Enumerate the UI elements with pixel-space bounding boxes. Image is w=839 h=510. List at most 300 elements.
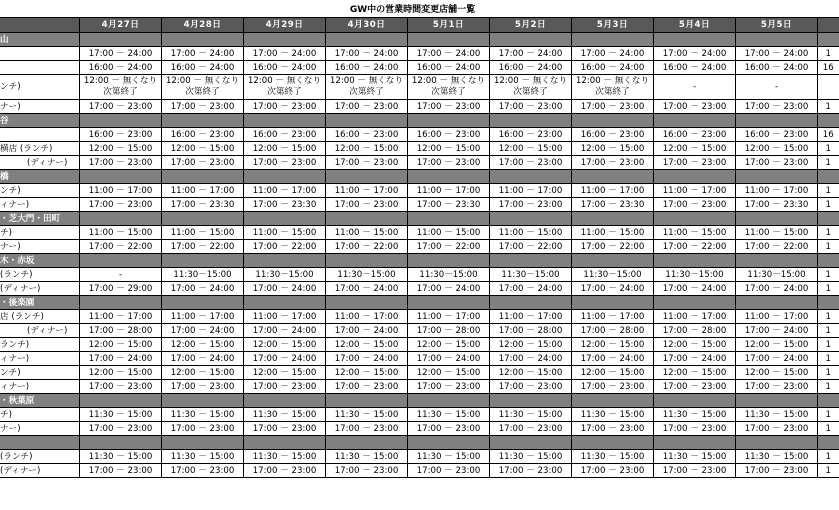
hours-cell: 12:00 － 15:00 bbox=[326, 338, 408, 352]
hours-cell: 17:00 － 23:00 bbox=[326, 422, 408, 436]
hours-cell: - bbox=[736, 75, 818, 100]
hours-cell: 17:00 － 24:00 bbox=[736, 352, 818, 366]
hours-cell: 17:00 － 24:00 bbox=[654, 47, 736, 61]
section-fill-cell bbox=[654, 114, 736, 128]
section-label: ・後楽園 bbox=[0, 296, 80, 310]
hours-cell: 17:00 － 22:00 bbox=[162, 240, 244, 254]
hours-cell: 17:00 － 24:00 bbox=[572, 352, 654, 366]
section-fill-cell bbox=[244, 436, 326, 450]
hours-cell: 11:30－15:00 bbox=[408, 268, 490, 282]
shop-label-cell bbox=[0, 128, 80, 142]
schedule-row bbox=[0, 408, 839, 422]
hours-cell: 16:00 － 23:00 bbox=[80, 128, 162, 142]
section-label: ・秋葉原 bbox=[0, 394, 80, 408]
hours-cell: 11:30 － 15:00 bbox=[654, 450, 736, 464]
hours-cell: 17:00 － 24:00 bbox=[244, 47, 326, 61]
shop-label-cell: (ランチ) bbox=[0, 268, 80, 282]
hours-cell: 17:00 － 23:30 bbox=[736, 198, 818, 212]
hours-cell: 1 bbox=[818, 100, 839, 114]
shop-label-cell: チ) bbox=[0, 226, 80, 240]
hours-cell: 16:00 － 23:00 bbox=[162, 128, 244, 142]
hours-cell: 17:00 － 24:00 bbox=[572, 282, 654, 296]
hours-cell: 17:00 － 23:30 bbox=[572, 198, 654, 212]
hours-cell: 17:00 － 23:00 bbox=[490, 156, 572, 170]
hours-cell: 17:00 － 23:00 bbox=[572, 100, 654, 114]
hours-cell: 1 bbox=[818, 226, 839, 240]
hours-cell: 17:00 － 23:00 bbox=[572, 156, 654, 170]
section-fill-cell bbox=[818, 394, 839, 408]
hours-cell: 12:00 － 15:00 bbox=[244, 366, 326, 380]
section-fill-cell bbox=[162, 296, 244, 310]
hours-cell: 16:00 － 24:00 bbox=[326, 61, 408, 75]
shop-label-cell: ランチ) bbox=[0, 338, 80, 352]
hours-cell: 11:30 － 15:00 bbox=[736, 450, 818, 464]
section-fill-cell bbox=[408, 254, 490, 268]
hours-cell: 12:00 － 15:00 bbox=[408, 366, 490, 380]
hours-cell: 17:00 － 24:00 bbox=[162, 324, 244, 338]
schedule-row bbox=[0, 184, 839, 198]
section-fill-cell bbox=[736, 114, 818, 128]
section-fill-cell bbox=[80, 254, 162, 268]
hours-cell: 12:00 － 15:00 bbox=[572, 338, 654, 352]
schedule-row bbox=[0, 310, 839, 324]
date-header-cell: 5月4日 bbox=[654, 18, 736, 33]
hours-cell: 1 bbox=[818, 450, 839, 464]
section-fill-cell bbox=[326, 436, 408, 450]
hours-cell: 1 bbox=[818, 352, 839, 366]
schedule-body bbox=[0, 18, 839, 478]
section-fill-cell bbox=[490, 114, 572, 128]
date-header-cell: 4月28日 bbox=[162, 18, 244, 33]
hours-cell: 11:30 － 15:00 bbox=[572, 408, 654, 422]
hours-cell: 1 bbox=[818, 464, 839, 478]
hours-cell: 11:30－15:00 bbox=[162, 268, 244, 282]
schedule-row bbox=[0, 156, 839, 170]
hours-cell: 12:00 － 15:00 bbox=[244, 142, 326, 156]
hours-cell: 1 bbox=[818, 282, 839, 296]
hours-cell: 11:00 － 17:00 bbox=[162, 184, 244, 198]
schedule-row bbox=[0, 366, 839, 380]
section-fill-cell bbox=[326, 212, 408, 226]
hours-cell: 17:00 － 23:00 bbox=[162, 464, 244, 478]
hours-cell: 12:00 － 15:00 bbox=[490, 142, 572, 156]
hours-cell: 17:00 － 23:00 bbox=[490, 422, 572, 436]
hours-cell: 11:30 － 15:00 bbox=[162, 450, 244, 464]
section-fill-cell bbox=[736, 212, 818, 226]
section-fill-cell bbox=[572, 436, 654, 450]
hours-cell: 16:00 － 24:00 bbox=[244, 61, 326, 75]
section-fill-cell bbox=[80, 170, 162, 184]
section-fill-cell bbox=[162, 394, 244, 408]
section-fill-cell bbox=[654, 254, 736, 268]
hours-cell: 17:00 － 23:00 bbox=[490, 198, 572, 212]
hours-cell: 17:00 － 23:00 bbox=[490, 100, 572, 114]
hours-cell: 17:00 － 24:00 bbox=[326, 352, 408, 366]
date-header-cell: 5月5日 bbox=[736, 18, 818, 33]
section-fill-cell bbox=[572, 296, 654, 310]
schedule-row bbox=[0, 61, 839, 75]
hours-cell: 17:00 － 23:00 bbox=[326, 464, 408, 478]
hours-cell: 12:00 － 無くなり次第終了 bbox=[162, 75, 244, 100]
hours-cell: 17:00 － 23:00 bbox=[244, 422, 326, 436]
section-fill-cell bbox=[162, 114, 244, 128]
section-label: 橋 bbox=[0, 170, 80, 184]
hours-cell: 11:30 － 15:00 bbox=[244, 408, 326, 422]
hours-cell: 12:00 － 15:00 bbox=[736, 366, 818, 380]
hours-cell: 16:00 － 24:00 bbox=[408, 61, 490, 75]
hours-cell: 17:00 － 22:00 bbox=[490, 240, 572, 254]
hours-cell: 17:00 － 23:00 bbox=[80, 380, 162, 394]
schedule-row bbox=[0, 464, 839, 478]
hours-cell: 11:30 － 15:00 bbox=[326, 408, 408, 422]
section-fill-cell bbox=[818, 254, 839, 268]
hours-cell: 11:00 － 17:00 bbox=[408, 310, 490, 324]
section-fill-cell bbox=[490, 254, 572, 268]
hours-cell: 1 bbox=[818, 324, 839, 338]
shop-label-cell: 横店 (ランチ) bbox=[0, 142, 80, 156]
shop-label-cell: ィナー) bbox=[0, 380, 80, 394]
section-fill-cell bbox=[736, 254, 818, 268]
section-header-row bbox=[0, 212, 839, 226]
hours-cell: 17:00 － 24:00 bbox=[80, 47, 162, 61]
schedule-row bbox=[0, 324, 839, 338]
schedule-row bbox=[0, 240, 839, 254]
schedule-row bbox=[0, 226, 839, 240]
hours-cell: 16:00 － 24:00 bbox=[654, 61, 736, 75]
shop-label-cell: (ディナー) bbox=[0, 464, 80, 478]
hours-cell: 17:00 － 24:00 bbox=[736, 47, 818, 61]
section-fill-cell bbox=[244, 296, 326, 310]
hours-cell: 17:00 － 23:00 bbox=[654, 380, 736, 394]
hours-cell: 16:00 － 24:00 bbox=[162, 61, 244, 75]
hours-cell: 11:00 － 17:00 bbox=[736, 310, 818, 324]
shop-label-cell: ナー) bbox=[0, 240, 80, 254]
section-fill-cell bbox=[572, 114, 654, 128]
hours-cell: 17:00 － 24:00 bbox=[244, 324, 326, 338]
schedule-row bbox=[0, 47, 839, 61]
section-fill-cell bbox=[80, 212, 162, 226]
date-header-cell: 5月2日 bbox=[490, 18, 572, 33]
hours-cell: 16:00 － 24:00 bbox=[490, 61, 572, 75]
hours-cell: 17:00 － 24:00 bbox=[408, 352, 490, 366]
hours-cell: 12:00 － 15:00 bbox=[490, 338, 572, 352]
section-fill-cell bbox=[490, 33, 572, 47]
hours-cell: 17:00 － 23:00 bbox=[736, 422, 818, 436]
hours-cell: 17:00 － 23:00 bbox=[572, 422, 654, 436]
hours-cell: 11:00 － 17:00 bbox=[654, 310, 736, 324]
hours-cell: 1 bbox=[818, 408, 839, 422]
hours-cell: 1 bbox=[818, 366, 839, 380]
shop-label-cell: ンチ) bbox=[0, 75, 80, 100]
section-fill-cell bbox=[490, 212, 572, 226]
section-fill-cell bbox=[572, 33, 654, 47]
hours-cell: 11:00 － 17:00 bbox=[490, 184, 572, 198]
hours-cell: 17:00 － 23:00 bbox=[654, 100, 736, 114]
hours-cell: 17:00 － 23:00 bbox=[654, 198, 736, 212]
shop-label-cell: ンチ) bbox=[0, 366, 80, 380]
schedule-row bbox=[0, 450, 839, 464]
hours-cell: 17:00 － 22:00 bbox=[80, 240, 162, 254]
hours-cell bbox=[818, 75, 839, 100]
hours-cell: 11:00 － 15:00 bbox=[326, 226, 408, 240]
hours-cell: 17:00 － 24:00 bbox=[326, 324, 408, 338]
hours-cell: 17:00 － 23:00 bbox=[572, 464, 654, 478]
section-fill-cell bbox=[244, 33, 326, 47]
section-fill-cell bbox=[408, 296, 490, 310]
section-label: 谷 bbox=[0, 114, 80, 128]
date-header-cell: 4月30日 bbox=[326, 18, 408, 33]
hours-cell: 17:00 － 24:00 bbox=[490, 47, 572, 61]
hours-cell: 17:00 － 23:00 bbox=[408, 380, 490, 394]
section-fill-cell bbox=[244, 212, 326, 226]
section-fill-cell bbox=[654, 296, 736, 310]
section-fill-cell bbox=[572, 170, 654, 184]
schedule-row bbox=[0, 282, 839, 296]
hours-cell: 17:00 － 24:00 bbox=[326, 282, 408, 296]
hours-cell: 16:00 － 23:00 bbox=[490, 128, 572, 142]
hours-cell: 17:00 － 23:00 bbox=[408, 156, 490, 170]
section-label: 木・赤坂 bbox=[0, 254, 80, 268]
section-fill-cell bbox=[326, 254, 408, 268]
hours-cell: 11:00 － 15:00 bbox=[80, 226, 162, 240]
section-label: ・芝大門・田町 bbox=[0, 212, 80, 226]
hours-cell: - bbox=[80, 268, 162, 282]
section-fill-cell bbox=[80, 394, 162, 408]
hours-cell: 17:00 － 23:00 bbox=[326, 100, 408, 114]
hours-cell: 16:00 － 23:00 bbox=[326, 128, 408, 142]
sheet-title: GW中の営業時間変更店舗一覧 bbox=[349, 5, 476, 15]
hours-cell: 11:00 － 17:00 bbox=[490, 310, 572, 324]
hours-cell: 11:00 － 15:00 bbox=[162, 226, 244, 240]
hours-cell: 11:00 － 17:00 bbox=[244, 184, 326, 198]
hours-cell: 12:00 － 15:00 bbox=[80, 366, 162, 380]
hours-cell: 12:00 － 15:00 bbox=[408, 338, 490, 352]
hours-cell: 12:00 － 15:00 bbox=[162, 142, 244, 156]
section-fill-cell bbox=[326, 33, 408, 47]
section-fill-cell bbox=[818, 114, 839, 128]
section-fill-cell bbox=[326, 114, 408, 128]
hours-cell: 1 bbox=[818, 422, 839, 436]
hours-cell: 17:00 － 28:00 bbox=[654, 324, 736, 338]
date-header-cell: 4月27日 bbox=[80, 18, 162, 33]
hours-cell: 12:00 － 15:00 bbox=[244, 338, 326, 352]
hours-cell: 12:00 － 15:00 bbox=[326, 142, 408, 156]
hours-cell: 17:00 － 23:00 bbox=[80, 422, 162, 436]
hours-cell: 12:00 － 15:00 bbox=[654, 366, 736, 380]
section-fill-cell bbox=[162, 33, 244, 47]
hours-cell: 17:00 － 24:00 bbox=[736, 324, 818, 338]
schedule-row bbox=[0, 338, 839, 352]
hours-cell: 17:00 － 23:00 bbox=[162, 380, 244, 394]
shop-label-cell: チ) bbox=[0, 408, 80, 422]
hours-cell: 11:00 － 15:00 bbox=[244, 226, 326, 240]
hours-cell: 17:00 － 23:00 bbox=[490, 380, 572, 394]
section-fill-cell bbox=[572, 212, 654, 226]
hours-cell: 11:00 － 17:00 bbox=[654, 184, 736, 198]
hours-cell: 12:00 － 15:00 bbox=[162, 338, 244, 352]
hours-cell: 17:00 － 24:00 bbox=[162, 282, 244, 296]
section-fill-cell bbox=[736, 33, 818, 47]
section-fill-cell bbox=[408, 114, 490, 128]
section-fill-cell bbox=[162, 170, 244, 184]
section-fill-cell bbox=[80, 436, 162, 450]
hours-cell: 11:00 － 17:00 bbox=[326, 310, 408, 324]
hours-cell: 1 bbox=[818, 142, 839, 156]
hours-cell: 17:00 － 23:00 bbox=[80, 198, 162, 212]
hours-cell: 17:00 － 23:00 bbox=[244, 156, 326, 170]
hours-cell: 17:00 － 24:00 bbox=[572, 47, 654, 61]
section-header-row bbox=[0, 33, 839, 47]
schedule-row bbox=[0, 142, 839, 156]
hours-cell: 17:00 － 22:00 bbox=[326, 240, 408, 254]
hours-cell: 12:00 － 15:00 bbox=[80, 338, 162, 352]
section-fill-cell bbox=[654, 33, 736, 47]
hours-cell: 17:00 － 22:00 bbox=[408, 240, 490, 254]
hours-cell: 17:00 － 24:00 bbox=[736, 282, 818, 296]
hours-cell: 11:30 － 15:00 bbox=[408, 408, 490, 422]
hours-cell: 11:00 － 15:00 bbox=[490, 226, 572, 240]
hours-cell: 12:00 － 15:00 bbox=[654, 142, 736, 156]
section-fill-cell bbox=[654, 394, 736, 408]
section-fill-cell bbox=[244, 254, 326, 268]
hours-cell: 16 bbox=[818, 128, 839, 142]
hours-cell: 17:00 － 23:00 bbox=[736, 100, 818, 114]
hours-cell: 12:00 － 15:00 bbox=[490, 366, 572, 380]
schedule-table bbox=[0, 17, 839, 478]
section-fill-cell bbox=[162, 436, 244, 450]
hours-cell: 1 bbox=[818, 338, 839, 352]
hours-cell: 12:00 － 無くなり次第終了 bbox=[490, 75, 572, 100]
schedule-row bbox=[0, 380, 839, 394]
hours-cell: 12:00 － 無くなり次第終了 bbox=[244, 75, 326, 100]
hours-cell: 17:00 － 23:00 bbox=[244, 380, 326, 394]
hours-cell: 17:00 － 23:00 bbox=[244, 100, 326, 114]
hours-cell: 11:30 － 15:00 bbox=[244, 450, 326, 464]
schedule-row bbox=[0, 422, 839, 436]
hours-cell: 17:00 － 24:00 bbox=[244, 282, 326, 296]
hours-cell: 17:00 － 24:00 bbox=[162, 47, 244, 61]
hours-cell: 12:00 － 15:00 bbox=[736, 338, 818, 352]
hours-cell: 17:00 － 23:00 bbox=[736, 156, 818, 170]
section-fill-cell bbox=[736, 436, 818, 450]
hours-cell: 17:00 － 23:00 bbox=[326, 156, 408, 170]
hours-cell: 17:00 － 22:00 bbox=[736, 240, 818, 254]
hours-cell: 11:00 － 17:00 bbox=[736, 184, 818, 198]
shop-label-cell: (ディナー) bbox=[0, 282, 80, 296]
hours-cell: 16:00 － 24:00 bbox=[736, 61, 818, 75]
section-fill-cell bbox=[490, 394, 572, 408]
section-fill-cell bbox=[326, 170, 408, 184]
hours-cell: 17:00 － 22:00 bbox=[244, 240, 326, 254]
section-fill-cell bbox=[326, 394, 408, 408]
section-fill-cell bbox=[244, 114, 326, 128]
hours-cell: 12:00 － 15:00 bbox=[654, 338, 736, 352]
hours-cell: 11:00 － 15:00 bbox=[572, 226, 654, 240]
hours-cell: 11:00 － 17:00 bbox=[80, 184, 162, 198]
section-header-row bbox=[0, 254, 839, 268]
hours-cell: 17:00 － 23:30 bbox=[162, 198, 244, 212]
hours-cell: 11:30 － 15:00 bbox=[408, 450, 490, 464]
header-label-cell bbox=[0, 18, 80, 33]
hours-cell: 17:00 － 28:00 bbox=[490, 324, 572, 338]
hours-cell: 17:00 － 24:00 bbox=[326, 47, 408, 61]
hours-cell: 17:00 － 23:00 bbox=[408, 422, 490, 436]
hours-cell: 11:30 － 15:00 bbox=[736, 408, 818, 422]
hours-cell: 17:00 － 23:00 bbox=[408, 464, 490, 478]
section-header-row bbox=[0, 114, 839, 128]
hours-cell: 17:00 － 23:00 bbox=[654, 422, 736, 436]
section-fill-cell bbox=[408, 436, 490, 450]
section-fill-cell bbox=[408, 170, 490, 184]
section-fill-cell bbox=[80, 33, 162, 47]
hours-cell: 17:00 － 24:00 bbox=[490, 282, 572, 296]
hours-cell: 1 bbox=[818, 240, 839, 254]
shop-label-cell bbox=[0, 61, 80, 75]
shop-label-cell: (ディナー) bbox=[0, 324, 80, 338]
section-fill-cell bbox=[162, 212, 244, 226]
schedule-row bbox=[0, 128, 839, 142]
hours-cell: 1 bbox=[818, 198, 839, 212]
hours-cell: 17:00 － 23:30 bbox=[408, 198, 490, 212]
hours-cell: 16:00 － 24:00 bbox=[572, 61, 654, 75]
hours-cell: 11:30－15:00 bbox=[490, 268, 572, 282]
hours-cell: 17:00 － 23:00 bbox=[162, 100, 244, 114]
hours-cell: 11:30 － 15:00 bbox=[80, 408, 162, 422]
hours-cell: 17:00 － 23:30 bbox=[244, 198, 326, 212]
hours-cell: 17:00 － 24:00 bbox=[654, 282, 736, 296]
section-header-row bbox=[0, 394, 839, 408]
hours-cell: 17:00 － 28:00 bbox=[80, 324, 162, 338]
hours-cell: 17:00 － 22:00 bbox=[572, 240, 654, 254]
hours-cell: 11:00 － 15:00 bbox=[736, 226, 818, 240]
shop-label-cell: ィナー) bbox=[0, 352, 80, 366]
hours-cell: 17:00 － 23:00 bbox=[326, 198, 408, 212]
section-fill-cell bbox=[818, 33, 839, 47]
hours-cell: 12:00 － 無くなり次第終了 bbox=[326, 75, 408, 100]
section-fill-cell bbox=[408, 33, 490, 47]
hours-cell: 17:00 － 28:00 bbox=[572, 324, 654, 338]
hours-cell: 12:00 － 無くなり次第終了 bbox=[408, 75, 490, 100]
section-fill-cell bbox=[572, 394, 654, 408]
section-fill-cell bbox=[490, 296, 572, 310]
hours-cell: 17:00 － 23:00 bbox=[162, 422, 244, 436]
hours-cell: 11:30－15:00 bbox=[244, 268, 326, 282]
hours-cell: 1 bbox=[818, 268, 839, 282]
hours-cell: 12:00 － 15:00 bbox=[408, 142, 490, 156]
section-label: 山 bbox=[0, 33, 80, 47]
hours-cell: 17:00 － 23:00 bbox=[162, 156, 244, 170]
schedule-row bbox=[0, 352, 839, 366]
hours-cell: 12:00 － 15:00 bbox=[80, 142, 162, 156]
hours-cell: 16:00 － 23:00 bbox=[654, 128, 736, 142]
hours-cell: 17:00 － 24:00 bbox=[244, 352, 326, 366]
hours-cell: 17:00 － 23:00 bbox=[408, 100, 490, 114]
hours-cell: 17:00 － 23:00 bbox=[736, 380, 818, 394]
date-header-cell: 5月3日 bbox=[572, 18, 654, 33]
section-header-row bbox=[0, 170, 839, 184]
hours-cell: 11:00 － 17:00 bbox=[572, 184, 654, 198]
section-fill-cell bbox=[654, 436, 736, 450]
hours-cell: 11:30 － 15:00 bbox=[326, 450, 408, 464]
section-fill-cell bbox=[490, 436, 572, 450]
section-fill-cell bbox=[818, 212, 839, 226]
hours-cell: 11:30－15:00 bbox=[736, 268, 818, 282]
shop-label-cell: ィナー) bbox=[0, 198, 80, 212]
section-fill-cell bbox=[80, 114, 162, 128]
hours-cell: 17:00 － 24:00 bbox=[80, 352, 162, 366]
hours-cell: 11:00 － 17:00 bbox=[408, 184, 490, 198]
header-row bbox=[0, 18, 839, 33]
